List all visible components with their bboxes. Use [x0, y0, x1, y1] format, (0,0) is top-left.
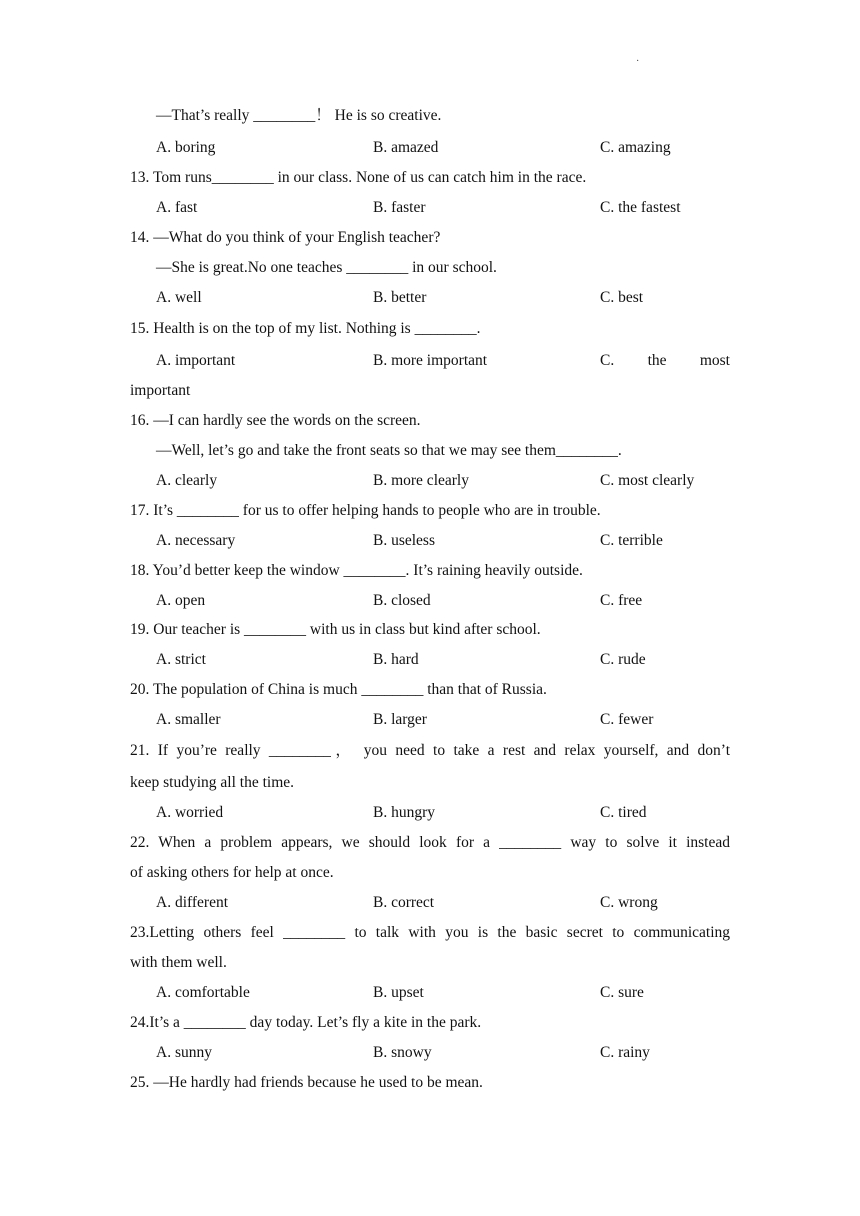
option-a: A. boring: [156, 139, 216, 156]
option-c: C. amazing: [600, 139, 671, 156]
option-b: B. upset: [373, 984, 424, 1001]
option-b: B. more important: [373, 352, 488, 369]
question-16-line-1: 16. —I can hardly see the words on the screen.: [130, 412, 421, 429]
option-c: C. fewer: [600, 711, 654, 728]
option-a: A. worried: [156, 804, 224, 821]
option-c: [600, 351, 730, 371]
option-a: A. clearly: [156, 472, 218, 489]
question-23-line-1: 23.Letting others feel ________ to talk with you is the basic secret to communicating: [130, 924, 730, 941]
options-q14: [156, 288, 730, 308]
options-q24: [156, 1043, 730, 1063]
option-c-word-2: most: [699, 352, 730, 369]
option-c: C. terrible: [600, 532, 663, 549]
options-q18: [156, 591, 730, 611]
option-c-word-1: the: [647, 352, 667, 369]
option-a: A. different: [156, 894, 229, 911]
option-c: C. rainy: [600, 1044, 650, 1061]
option-b: B. useless: [373, 532, 435, 549]
option-c: C. most clearly: [600, 472, 695, 489]
options-q21: [156, 803, 730, 823]
question-14-line-1: 14. —What do you think of your English teacher?: [130, 229, 441, 246]
options-q19: [156, 650, 730, 670]
option-b: B. correct: [373, 894, 435, 911]
header-mark: ·: [636, 56, 640, 67]
option-c: C. wrong: [600, 894, 658, 911]
question-18: 18. You’d better keep the window ________. It’s raining heavily outside.: [130, 562, 583, 579]
question-21-line-1: 21. If you’re really ________， you need to take a rest and relax yourself, and don’t: [130, 742, 730, 759]
option-b: B. snowy: [373, 1044, 432, 1061]
option-a: A. sunny: [156, 1044, 212, 1061]
question-22-line-2: of asking others for help at once.: [130, 864, 334, 881]
option-c: C. sure: [600, 984, 644, 1001]
options-q22: [156, 893, 730, 913]
question-22-line-1: 22. When a problem appears, we should look for a ________ way to solve it instead: [130, 834, 730, 851]
option-c: C. tired: [600, 804, 647, 821]
option-b: B. hard: [373, 651, 419, 668]
question-23-line-2: with them well.: [130, 954, 227, 971]
option-b: B. faster: [373, 199, 426, 216]
question-12-line: —That’s really ________！ He is so creative.: [156, 107, 442, 124]
option-a: A. smaller: [156, 711, 221, 728]
question-20: 20. The population of China is much ________ than that of Russia.: [130, 681, 547, 698]
option-b: B. closed: [373, 592, 431, 609]
option-c-letter: C.: [600, 352, 615, 369]
option-c: C. the fastest: [600, 199, 681, 216]
question-25: 25. —He hardly had friends because he used to be mean.: [130, 1074, 483, 1091]
option-b: B. amazed: [373, 139, 439, 156]
options-q16: [156, 471, 730, 491]
option-b: B. larger: [373, 711, 427, 728]
option-a: A. strict: [156, 651, 206, 668]
options-q17: [156, 531, 730, 551]
option-a: A. comfortable: [156, 984, 250, 1001]
option-c: C. free: [600, 592, 643, 609]
options-q12: [156, 138, 730, 158]
question-24: 24.It’s a ________ day today. Let’s fly a kite in the park.: [130, 1014, 482, 1031]
option-a: A. necessary: [156, 532, 236, 549]
option-a: A. fast: [156, 199, 198, 216]
question-15-option-c-continuation: important: [130, 382, 191, 399]
question-21-line-2: keep studying all the time.: [130, 774, 295, 791]
options-q15: [156, 351, 730, 371]
question-19: 19. Our teacher is ________ with us in class but kind after school.: [130, 621, 541, 638]
option-b: B. hungry: [373, 804, 435, 821]
option-a: A. important: [156, 352, 236, 369]
option-a: A. well: [156, 289, 202, 306]
option-c: C. best: [600, 289, 644, 306]
option-a: A. open: [156, 592, 206, 609]
question-16-line-2: —Well, let’s go and take the front seats so that we may see them________.: [156, 442, 622, 459]
question-14-line-2: —She is great.No one teaches ________ in our school.: [156, 259, 497, 276]
options-q23: [156, 983, 730, 1003]
question-15: 15. Health is on the top of my list. Nothing is ________.: [130, 320, 481, 337]
option-b: B. better: [373, 289, 427, 306]
question-17: 17. It’s ________ for us to offer helping hands to people who are in trouble.: [130, 502, 601, 519]
options-q13: [156, 198, 730, 218]
question-13: 13. Tom runs________ in our class. None of us can catch him in the race.: [130, 169, 587, 186]
option-b: B. more clearly: [373, 472, 469, 489]
option-c: C. rude: [600, 651, 646, 668]
options-q20: [156, 710, 730, 730]
